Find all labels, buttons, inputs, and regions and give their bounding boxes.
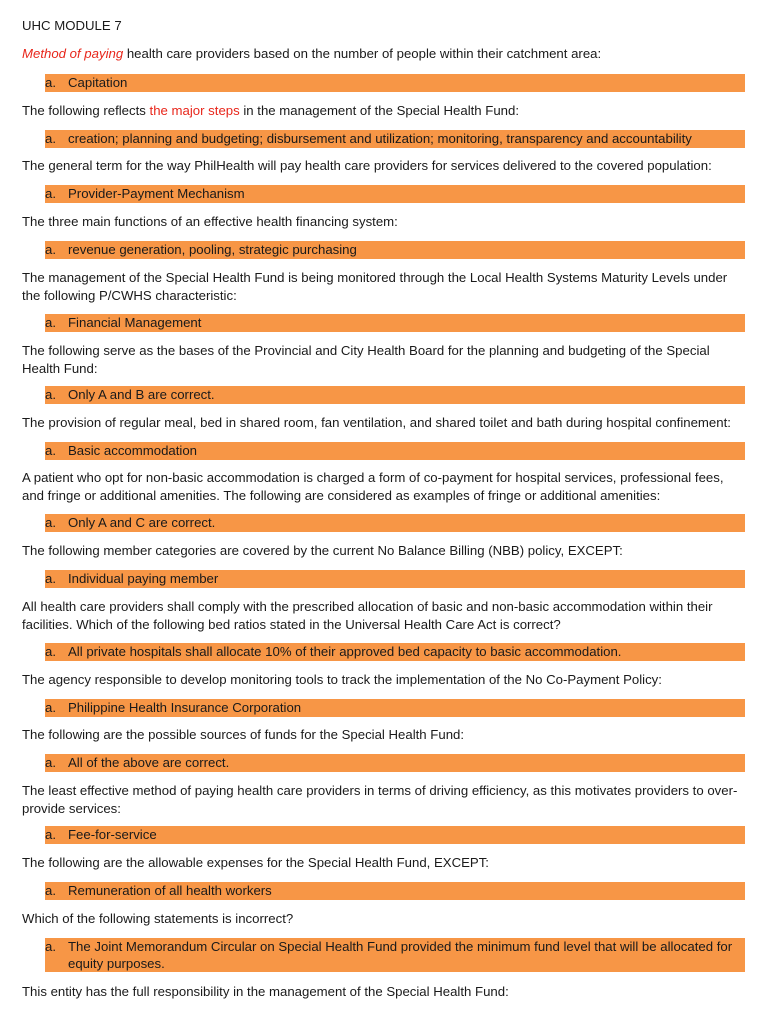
answer-5 — [45, 314, 745, 332]
question-text: The management of the Special Health Fund is being monitored through the Local Health Systems Maturity Levels under the following P/CWHS characteristic: — [22, 270, 728, 303]
answer-text: Philippine Health Insurance Corporation — [68, 700, 302, 715]
answer-3 — [45, 185, 745, 203]
answer-marker: a. — [45, 315, 56, 330]
answer-text: All private hospitals shall allocate 10% of their approved bed capacity to basic accommodation. — [68, 644, 622, 659]
question-text: The following member categories are covered by the current No Balance Billing (NBB) policy, EXCEPT: — [22, 543, 623, 558]
question-13 — [22, 782, 746, 818]
answer-marker: a. — [45, 515, 56, 530]
question-text: in the management of the Special Health Fund: — [239, 103, 520, 118]
answer-marker: a. — [45, 571, 56, 586]
question-text: This entity has the full responsibility in the management of the Special Health Fund: — [22, 984, 509, 999]
answer-text: Basic accommodation — [68, 443, 198, 458]
question-highlight: the major steps — [149, 103, 240, 118]
question-16 — [22, 983, 746, 1001]
answer-text: Capitation — [68, 75, 128, 90]
question-highlight: Method of paying — [22, 46, 124, 61]
question-12 — [22, 726, 746, 744]
answer-marker: a. — [45, 242, 56, 257]
question-text: The agency responsible to develop monitoring tools to track the implementation of the No Co-Payment Policy: — [22, 672, 662, 687]
answer-text: Provider-Payment Mechanism — [68, 186, 245, 201]
answer-marker: a. — [45, 827, 56, 842]
question-15 — [22, 910, 746, 928]
question-6 — [22, 342, 746, 378]
answer-text: Remuneration of all health workers — [68, 883, 272, 898]
answer-1 — [45, 74, 745, 92]
question-4 — [22, 213, 746, 231]
answer-10 — [45, 643, 745, 661]
question-text: The least effective method of paying health care providers in terms of driving efficiency, as this motivates providers to over-provide services: — [22, 783, 738, 816]
answer-text: revenue generation, pooling, strategic purchasing — [68, 242, 357, 257]
question-10 — [22, 598, 746, 634]
answer-marker: a. — [45, 131, 56, 146]
question-text: The following are the allowable expenses for the Special Health Fund, EXCEPT: — [22, 855, 489, 870]
question-text: The following are the possible sources of funds for the Special Health Fund: — [22, 727, 465, 742]
answer-text: Only A and C are correct. — [68, 515, 216, 530]
answer-text: Only A and B are correct. — [68, 387, 215, 402]
question-8 — [22, 469, 746, 505]
question-1 — [22, 45, 746, 63]
answer-12 — [45, 754, 745, 772]
answer-13 — [45, 826, 745, 844]
question-3 — [22, 157, 746, 175]
answer-4 — [45, 241, 745, 259]
question-2 — [22, 102, 746, 120]
answer-8 — [45, 514, 745, 532]
question-9 — [22, 542, 746, 560]
answer-marker: a. — [45, 75, 56, 90]
answer-marker: a. — [45, 939, 56, 954]
answer-marker: a. — [45, 883, 56, 898]
question-text: Which of the following statements is incorrect? — [22, 911, 294, 926]
answer-text: All of the above are correct. — [68, 755, 230, 770]
answer-marker: a. — [45, 755, 56, 770]
answer-marker: a. — [45, 700, 56, 715]
question-text: All health care providers shall comply with the prescribed allocation of basic and non-basic accommodation within their facilities. Which of the following bed ratios stated in the Universal Health Care Act is correct? — [22, 599, 713, 632]
answer-6 — [45, 386, 745, 404]
answer-marker: a. — [45, 186, 56, 201]
answer-11 — [45, 699, 745, 717]
question-text: The general term for the way PhilHealth will pay health care providers for services delivered to the covered population: — [22, 158, 712, 173]
question-text: The following reflects — [22, 103, 150, 118]
answer-text: Individual paying member — [68, 571, 219, 586]
answer-14 — [45, 882, 745, 900]
question-text: The three main functions of an effective health financing system: — [22, 214, 398, 229]
answer-marker: a. — [45, 443, 56, 458]
question-text: The provision of regular meal, bed in shared room, fan ventilation, and shared toilet and bath during hospital confinement: — [22, 415, 731, 430]
question-14 — [22, 854, 746, 872]
question-5 — [22, 269, 746, 305]
question-text: health care providers based on the number of people within their catchment area: — [123, 46, 602, 61]
question-text: The following serve as the bases of the Provincial and City Health Board for the planning and budgeting of the Special Health Fund: — [22, 343, 710, 376]
question-11 — [22, 671, 746, 689]
question-text: A patient who opt for non-basic accommodation is charged a form of co-payment for hospital services, professional fees, and fringe or additional amenities. The following are considered as examples of fringe or additional amenities: — [22, 470, 724, 503]
answer-2 — [45, 130, 745, 148]
answer-7 — [45, 442, 745, 460]
answer-text: Financial Management — [68, 315, 202, 330]
answer-9 — [45, 570, 745, 588]
answer-15 — [45, 938, 745, 972]
answer-text: creation; planning and budgeting; disbursement and utilization; monitoring, transparency and accountability — [68, 131, 692, 146]
answer-text: The Joint Memorandum Circular on Special Health Fund provided the minimum fund level that will be allocated for equity purposes. — [68, 939, 733, 971]
question-7 — [22, 414, 746, 432]
document-title: UHC MODULE 7 — [22, 18, 122, 33]
answer-marker: a. — [45, 644, 56, 659]
answer-marker: a. — [45, 387, 56, 402]
answer-text: Fee-for-service — [68, 827, 157, 842]
